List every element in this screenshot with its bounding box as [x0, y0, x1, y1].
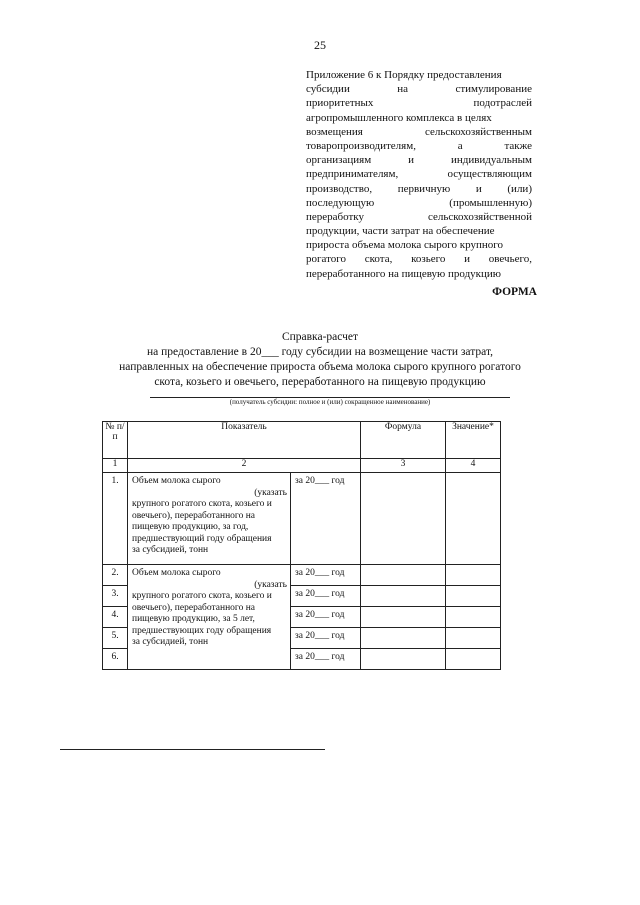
column-number: 1 [103, 459, 128, 473]
value-cell[interactable] [446, 628, 501, 649]
appendix-line: субсидии на стимулирование [306, 83, 532, 96]
column-number: 2 [128, 459, 361, 473]
indicator-line: овечьего), переработанного на [132, 510, 255, 521]
indicator-line: овечьего), переработанного на [132, 602, 255, 613]
formula-cell[interactable] [361, 473, 446, 565]
formula-cell[interactable] [361, 565, 446, 586]
appendix-reference [306, 68, 532, 281]
appendix-line: приоритетных подотраслей [306, 97, 532, 110]
footnote-separator [60, 749, 325, 750]
appendix-line: рогатого скота, козьего и овечьего, [306, 253, 532, 266]
value-cell[interactable] [446, 565, 501, 586]
indicator-line: предшествующих году обращения [132, 625, 272, 636]
appendix-line: возмещения сельскохозяйственным [306, 125, 532, 138]
indicator-line: предшествующий году обращения [132, 533, 272, 544]
appendix-line: агропромышленного комплекса в целях [306, 111, 492, 124]
header-num: № п/п [103, 422, 128, 459]
document-title [60, 330, 580, 390]
indicator-cell [128, 565, 291, 670]
row-number: 6. [103, 649, 128, 670]
appendix-line: производство, первичную и (или) [306, 182, 532, 195]
column-number: 4 [446, 459, 501, 473]
form-label: ФОРМА [492, 286, 537, 298]
period-cell: за 20___ год [291, 607, 361, 628]
table-row [103, 565, 501, 586]
calculation-table [102, 421, 501, 670]
appendix-line: последующую (промышленную) [306, 196, 532, 209]
appendix-line: переработку сельскохозяйственной [306, 210, 532, 223]
indicator-line: крупного рогатого скота, козьего и [132, 499, 272, 509]
period-cell: за 20___ год [291, 586, 361, 607]
indicator-line: Объем молока сырого [132, 476, 221, 486]
column-number: 3 [361, 459, 446, 473]
row-number: 3. [103, 586, 128, 607]
value-cell[interactable] [446, 586, 501, 607]
indicator-line: за субсидией, тонн [132, 545, 209, 555]
period-cell: за 20___ год [291, 649, 361, 670]
row-number: 4. [103, 607, 128, 628]
appendix-line: Приложение 6 к Порядку предоставления [306, 69, 502, 81]
title-line: на предоставление в 20___ году субсидии на возмещение части затрат, [146, 346, 493, 358]
indicator-line: крупного рогатого скота, козьего и [132, 591, 272, 601]
title-heading: Справка-расчет [281, 331, 359, 343]
appendix-line: продукции, части затрат на обеспечение [306, 225, 495, 238]
formula-cell[interactable] [361, 628, 446, 649]
header-indicator: Показатель [128, 422, 361, 459]
header-formula: Формула [361, 422, 446, 459]
period-cell: за 20___ год [291, 628, 361, 649]
appendix-line: предпринимателям, осуществляющим [306, 168, 532, 181]
formula-cell[interactable] [361, 649, 446, 670]
value-cell[interactable] [446, 649, 501, 670]
row-number: 1. [103, 473, 128, 565]
indicator-line: пищевую продукцию, за 5 лет, [132, 614, 255, 624]
recipient-caption: (получатель субсидии: полное и (или) сокращенное наименование) [229, 398, 431, 406]
row-number: 2. [103, 565, 128, 586]
appendix-line: организациям и индивидуальным [306, 154, 532, 167]
indicator-cell [128, 473, 291, 565]
table-row [103, 473, 501, 565]
period-cell: за 20___ год [291, 565, 361, 586]
title-line: скота, козьего и овечьего, переработанного на пищевую продукцию [154, 376, 486, 388]
header-value: Значение* [446, 422, 501, 459]
indicator-line: пищевую продукцию, за год, [132, 522, 249, 532]
period-cell: за 20___ год [291, 473, 361, 565]
formula-cell[interactable] [361, 607, 446, 628]
indicator-line: (указать [254, 487, 287, 498]
indicator-line: (указать [254, 579, 287, 590]
indicator-line: за субсидией, тонн [132, 637, 209, 647]
page-number: 25 [314, 38, 326, 52]
appendix-line: переработанного на пищевую продукцию [306, 267, 502, 280]
formula-cell[interactable] [361, 586, 446, 607]
title-line: направленных на обеспечение прироста объема молока сырого крупного рогатого [119, 361, 521, 373]
row-number: 5. [103, 628, 128, 649]
value-cell[interactable] [446, 473, 501, 565]
appendix-line: прироста объема молока сырого крупного [306, 239, 504, 252]
appendix-line: товаропроизводителям, а также [306, 139, 532, 152]
indicator-line: Объем молока сырого [132, 568, 221, 578]
value-cell[interactable] [446, 607, 501, 628]
